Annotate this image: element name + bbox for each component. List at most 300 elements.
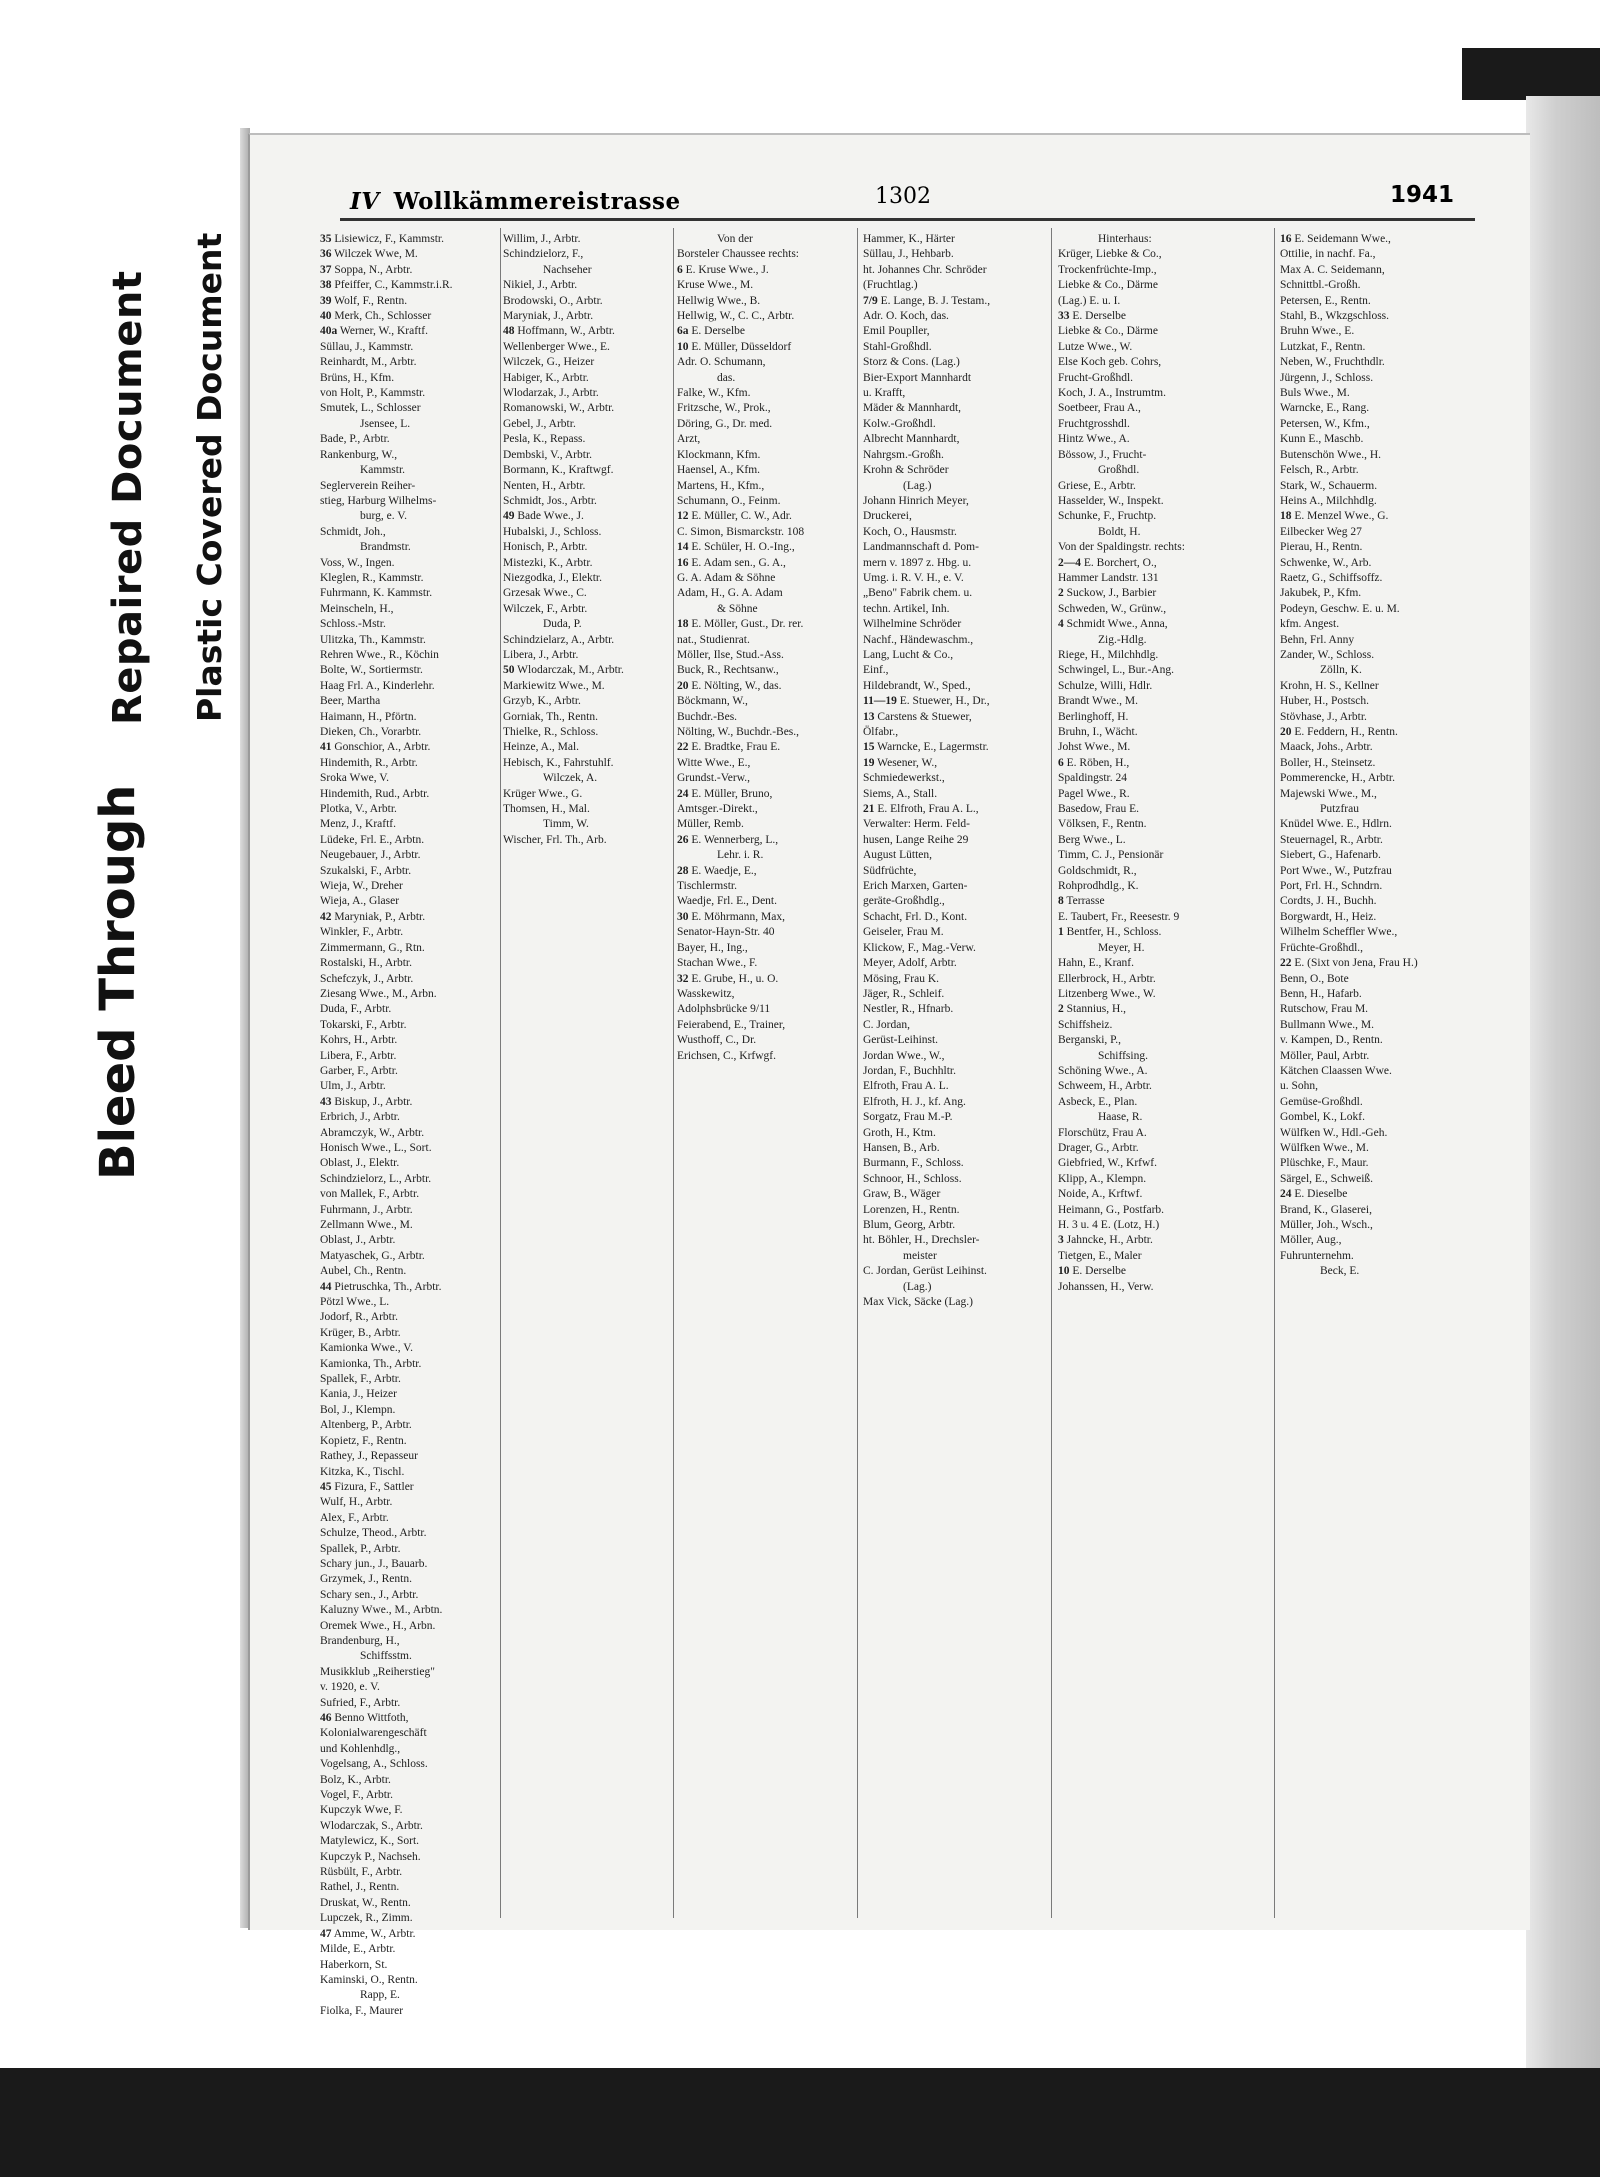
directory-entry: 16 E. Seidemann Wwe., [1280, 233, 1391, 245]
directory-entry: Lang, Lucht & Co., [863, 648, 954, 661]
directory-entry: Rohprodhdlg., K. [1058, 880, 1139, 893]
directory-entry: Hindemith, Rud., Arbtr. [320, 787, 430, 800]
directory-entry: Kunn E., Maschb. [1280, 433, 1364, 446]
directory-entry: Wlodarzak, J., Arbtr. [503, 387, 599, 400]
directory-entry: Schwingel, L., Bur.-Ang. [1058, 664, 1174, 677]
directory-entry: Benn, H., Hafarb. [1280, 987, 1362, 1000]
directory-entry: Boldt, H. [1098, 525, 1141, 538]
directory-entry: 43 Biskup, J., Arbtr. [320, 1095, 413, 1108]
directory-entry: Thielke, R., Schloss. [503, 726, 599, 738]
directory-entry: Gebel, J., Arbtr. [503, 417, 576, 430]
directory-entry: 18 E. Menzel Wwe., G. [1280, 510, 1389, 523]
directory-entry: Haimann, H., Pförtn. [320, 710, 417, 723]
directory-entry: burg, e. V. [360, 510, 407, 523]
directory-entry: Haberkorn, St. [320, 1958, 388, 1971]
directory-entry: und Kohlenhdlg., [320, 1742, 401, 1755]
directory-entry: Kätchen Claassen Wwe. [1280, 1064, 1392, 1077]
directory-entry: Brandenburg, H., [320, 1634, 400, 1647]
directory-entry: Siebert, G., Hafenarb. [1280, 849, 1381, 862]
directory-entry: Brüns, H., Kfm. [320, 371, 395, 384]
directory-entry: Schmidt, Joh., [320, 525, 386, 538]
directory-entry: Grzesak Wwe., C. [503, 587, 587, 600]
directory-entry: 24 E. Dieselbe [1280, 1188, 1348, 1201]
directory-entry: Hinterhaus: [1098, 233, 1152, 245]
directory-entry: Lüdeke, Frl. E., Arbtn. [320, 833, 425, 846]
directory-entry: Schnittbl.-Großh. [1280, 279, 1361, 292]
directory-entry: Nachseher [543, 263, 592, 276]
directory-entry: „Beno" Fabrik chem. u. [863, 587, 973, 600]
directory-entry: Hindemith, R., Arbtr. [320, 756, 418, 769]
directory-entry: Jakubek, P., Kfm. [1280, 587, 1362, 600]
directory-entry: Thomsen, H., Mal. [503, 803, 590, 816]
directory-entry: Maack, Johs., Arbtr. [1280, 741, 1373, 754]
directory-entry: Dembski, V., Arbtr. [503, 448, 593, 461]
directory-entry: Schacht, Frl. D., Kont. [863, 910, 968, 923]
directory-entry: Senator-Hayn-Str. 40 [677, 926, 775, 939]
column-separator [1051, 228, 1052, 1918]
directory-entry: Rathey, J., Repasseur [320, 1450, 418, 1463]
directory-entry: Liebke & Co., Därme [1058, 325, 1158, 338]
column-separator [673, 228, 674, 1918]
directory-entry: Duda, F., Arbtr. [320, 1003, 392, 1016]
directory-entry: Hildebrandt, W., Sped., [863, 679, 971, 692]
directory-entry: v. 1920, e. V. [320, 1681, 380, 1694]
directory-entry: Albrecht Mannhardt, [863, 433, 960, 446]
directory-entry: & Söhne [717, 602, 758, 615]
directory-entry: Haag Frl. A., Kinderlehr. [320, 679, 435, 692]
directory-entry: geräte-Großhdlg., [863, 895, 945, 908]
directory-entry: Niezgodka, J., Elektr. [503, 571, 603, 584]
directory-entry: Großhdl. [1098, 464, 1140, 477]
directory-entry: 14 E. Schüler, H. O.-Ing., [677, 541, 795, 554]
directory-entry: Müller, Joh., Wsch., [1280, 1219, 1373, 1231]
directory-entry: C. Simon, Bismarckstr. 108 [677, 525, 805, 538]
directory-entry: Timm, W. [543, 818, 589, 831]
directory-entry: Feierabend, E., Trainer, [677, 1018, 786, 1031]
directory-entry: Bruhn Wwe., E. [1280, 325, 1355, 338]
directory-entry: Adolphsbrücke 9/11 [677, 1003, 771, 1016]
directory-entry: Stövhase, J., Arbtr. [1280, 710, 1367, 723]
directory-entry: Aubel, Ch., Rentn. [320, 1265, 407, 1278]
directory-entry: Hahn, E., Kranf. [1058, 957, 1135, 970]
directory-entry: Krohn & Schröder [863, 464, 949, 477]
directory-entry: Stachan Wwe., F. [677, 957, 758, 970]
directory-entry: von Holt, P., Kammstr. [320, 387, 426, 400]
directory-entry: Brodowski, O., Arbtr. [503, 294, 603, 307]
directory-entry: 21 E. Elfroth, Frau A. L., [863, 803, 979, 816]
directory-entry: Elfroth, Frau A. L. [863, 1080, 949, 1093]
directory-entry: Fuhrmann, K. Kammstr. [320, 587, 433, 600]
directory-entry: Berg Wwe., L. [1058, 833, 1126, 846]
directory-entry: 11—19 E. Stuewer, H., Dr., [863, 695, 990, 708]
directory-entry: Umg. i. R. V. H., e. V. [863, 571, 964, 584]
directory-entry: Max Vick, Säcke (Lag.) [863, 1296, 973, 1309]
column-separator [500, 228, 501, 1918]
directory-entry: 44 Pietruschka, Th., Arbtr. [320, 1280, 442, 1293]
directory-entry: 20 E. Feddern, H., Rentn. [1280, 726, 1398, 738]
directory-entry: Schary sen., J., Arbtr. [320, 1588, 419, 1601]
directory-entry: Berganski, P., [1058, 1034, 1122, 1047]
directory-entry: Krüger, Liebke & Co., [1058, 248, 1162, 261]
directory-entry: Rostalski, H., Arbtr. [320, 957, 413, 970]
directory-entry: Behn, Frl. Anny [1280, 633, 1355, 646]
directory-entry: Knüdel Wwe. E., Hdlrn. [1280, 818, 1392, 831]
directory-entry: Schmidt, Jos., Arbtr. [503, 494, 597, 507]
directory-entry: Mösing, Frau K. [863, 972, 940, 985]
directory-entry: Martens, H., Kfm., [677, 479, 765, 492]
directory-entry: Schefczyk, J., Arbtr. [320, 972, 414, 985]
directory-entry: E. Taubert, Fr., Reesestr. 9 [1058, 910, 1180, 923]
directory-entry: August Lütten, [863, 849, 932, 862]
directory-entry: Erich Marxen, Garten- [863, 880, 968, 893]
directory-entry: Meinscheln, H., [320, 602, 394, 615]
directory-entry: Steuernagel, R., Arbtr. [1280, 833, 1383, 846]
directory-entry: 2 Stannius, H., [1058, 1003, 1127, 1016]
directory-entry: Jodorf, R., Arbtr. [320, 1311, 398, 1324]
directory-entry: Jsensee, L. [360, 417, 411, 430]
directory-entry: Seglerverein Reiher- [320, 479, 416, 492]
directory-entry: Rüsbült, F., Arbtr. [320, 1866, 403, 1879]
directory-entry: stieg, Harburg Wilhelms- [320, 494, 437, 507]
directory-entry: Hubalski, J., Schloss. [503, 525, 602, 538]
directory-entry: Bier-Export Mannhardt [863, 371, 972, 384]
directory-entry: Früchte-Großhdl., [1280, 941, 1364, 954]
directory-entry: 46 Benno Wittfoth, [320, 1712, 409, 1724]
directory-entry: Habiger, K., Arbtr. [503, 371, 589, 384]
header-street-name: Wollkämmereistrasse [393, 188, 681, 215]
year: 1941 [1390, 182, 1455, 208]
header-section: IV [350, 188, 380, 215]
directory-entry: Kammstr. [360, 464, 406, 477]
directory-entry: Schindzielarz, A., Arbtr. [503, 633, 615, 646]
directory-entry: (Fruchtlag.) [863, 279, 918, 292]
directory-entry: 13 Carstens & Stuewer, [863, 710, 972, 723]
directory-entry: Zander, W., Schloss. [1280, 648, 1375, 661]
directory-entry: Spallek, P., Arbtr. [320, 1542, 401, 1555]
directory-entry: Plüschke, F., Maur. [1280, 1157, 1369, 1170]
directory-entry: Nölting, W., Buchdr.-Bes., [677, 726, 800, 738]
directory-entry: Borsteler Chaussee rechts: [677, 248, 799, 261]
directory-entry: 30 E. Möhrmann, Max, [677, 910, 785, 923]
directory-entry: Brand, K., Glaserei, [1280, 1203, 1372, 1216]
directory-entry: Wilczek, A. [543, 772, 598, 785]
plastic-covered-label: Plastic Covered Document [190, 232, 229, 722]
directory-entry: 39 Wolf, F., Rentn. [320, 294, 408, 307]
directory-entry: Spallek, F., Arbtr. [320, 1373, 401, 1386]
page-number: 1302 [875, 184, 931, 209]
directory-entry: Voss, W., Ingen. [320, 556, 395, 569]
directory-entry: Frucht-Großhdl. [1058, 371, 1134, 384]
directory-column-5 [1058, 232, 1268, 1295]
directory-entry: Schiffsing. [1098, 1049, 1148, 1062]
directory-entry: Kamionka Wwe., V. [320, 1342, 413, 1355]
directory-entry: 22 E. (Sixt von Jena, Frau H.) [1280, 957, 1418, 970]
directory-entry: von Mallek, F., Arbtr. [320, 1188, 420, 1201]
directory-entry: Wasskewitz, [677, 987, 735, 1000]
directory-entry: Garber, F., Arbtr. [320, 1064, 398, 1077]
directory-entry: Beck, E. [1320, 1265, 1360, 1278]
directory-entry: Bol, J., Klempn. [320, 1403, 396, 1416]
directory-entry: Kolw.-Großhdl. [863, 417, 936, 430]
bleed-through-label: Bleed Through [90, 784, 146, 1180]
directory-entry: 15 Warncke, E., Lagermstr. [863, 741, 989, 754]
directory-entry: Druckerei, [863, 510, 912, 523]
directory-entry: 45 Fizura, F., Sattler [320, 1480, 414, 1493]
directory-entry: 6a E. Derselbe [677, 325, 746, 338]
directory-entry: Eilbecker Weg 27 [1280, 525, 1362, 538]
directory-entry: Neben, W., Fruchthdlr. [1280, 356, 1385, 369]
directory-entry: Ulm, J., Arbtr. [320, 1080, 386, 1093]
directory-entry: Libera, F., Arbtr. [320, 1049, 397, 1062]
directory-entry: Amtsger.-Direkt., [677, 803, 758, 816]
directory-entry: Oblast, J., Elektr. [320, 1157, 400, 1170]
directory-entry: Zellmann Wwe., M. [320, 1219, 413, 1231]
directory-entry: 49 Bade Wwe., J. [503, 510, 584, 523]
directory-entry: 22 E. Bradtke, Frau E. [677, 741, 781, 754]
directory-entry: 32 E. Grube, H., u. O. [677, 972, 779, 985]
directory-entry: Hammer, K., Härter [863, 233, 955, 245]
directory-entry: Adr. O. Schumann, [677, 356, 766, 369]
directory-entry: Johann Hinrich Meyer, [863, 494, 969, 507]
directory-entry: Druskat, W., Rentn. [320, 1896, 411, 1909]
directory-entry: Nahrgsm.-Großh. [863, 448, 944, 461]
directory-entry: 18 E. Möller, Gust., Dr. rer. [677, 618, 804, 631]
directory-entry: Ölfabr., [863, 726, 899, 738]
directory-entry: Wülfken Wwe., M. [1280, 1141, 1369, 1154]
directory-entry: Zölln, K. [1320, 664, 1362, 677]
directory-entry: Maryniak, J., Arbtr. [503, 310, 594, 323]
directory-entry: Rathel, J., Rentn. [320, 1881, 400, 1894]
directory-entry: Schwenke, W., Arb. [1280, 556, 1372, 569]
directory-entry: Bade, P., Arbtr. [320, 433, 390, 446]
directory-entry: Warncke, E., Rang. [1280, 402, 1370, 415]
directory-entry: Plotka, V., Arbtr. [320, 803, 397, 816]
directory-entry: Stark, W., Schauerm. [1280, 479, 1378, 492]
directory-entry: Gombel, K., Lokf. [1280, 1111, 1365, 1124]
directory-entry: (Lag.) E. u. I. [1058, 294, 1121, 307]
directory-entry: Grzymek, J., Rentn. [320, 1573, 412, 1586]
directory-entry: Huber, H., Postsch. [1280, 695, 1369, 708]
directory-entry: Waedje, Frl. E., Dent. [677, 895, 777, 908]
directory-entry: Liebke & Co., Därme [1058, 279, 1158, 292]
directory-entry: G. A. Adam & Söhne [677, 571, 776, 584]
directory-entry: Wilhelmine Schröder [863, 618, 962, 631]
directory-entry: Völksen, F., Rentn. [1058, 818, 1147, 831]
directory-entry: Hellwig, W., C. C., Arbtr. [677, 310, 795, 323]
directory-entry: Raetz, G., Schiffsoffz. [1280, 571, 1383, 584]
directory-entry: Wischer, Frl. Th., Arb. [503, 833, 607, 846]
directory-entry: Rutschow, Frau M. [1280, 1003, 1369, 1016]
directory-entry: Falke, W., Kfm. [677, 387, 751, 400]
directory-entry: 48 Hoffmann, W., Arbtr. [503, 325, 615, 338]
directory-entry: Geiseler, Frau M. [863, 926, 944, 939]
directory-entry: Brandmstr. [360, 541, 411, 554]
directory-entry: Libera, J., Arbtr. [503, 648, 579, 661]
directory-entry: Lehr. i. R. [717, 849, 764, 862]
directory-entry: Kolonialwarengeschäft [320, 1727, 427, 1740]
directory-entry: 6 E. Röben, H., [1058, 756, 1130, 769]
directory-entry: Schulze, Theod., Arbtr. [320, 1527, 427, 1540]
directory-column-3 [677, 232, 851, 1064]
directory-entry: Nenten, H., Arbtr. [503, 479, 586, 492]
directory-entry: Schmiedewerkst., [863, 772, 945, 785]
directory-entry: C. Jordan, [863, 1018, 910, 1031]
directory-entry: Smutek, L., Schlosser [320, 402, 421, 415]
directory-entry: Lorenzen, H., Rentn. [863, 1203, 960, 1216]
directory-entry: Wlodarczak, S., Arbtr. [320, 1819, 423, 1832]
directory-entry: Adam, H., G. A. Adam [677, 587, 783, 600]
directory-entry: Fritzsche, W., Prok., [677, 402, 771, 415]
directory-entry: ht. Johannes Chr. Schröder [863, 263, 987, 276]
directory-entry: Stahl, B., Wkzgschloss. [1280, 310, 1390, 323]
directory-entry: Kamionka, Th., Arbtr. [320, 1357, 422, 1370]
directory-entry: 19 Wesener, W., [863, 756, 938, 769]
directory-entry: Lupczek, R., Zimm. [320, 1912, 413, 1925]
directory-entry: Emil Poupller, [863, 325, 930, 338]
directory-column-1 [320, 232, 498, 2019]
directory-entry: Klipp, A., Klempn. [1058, 1172, 1147, 1185]
directory-entry: Timm, C. J., Pensionär [1058, 849, 1164, 862]
directory-entry: Von der [717, 233, 753, 245]
directory-entry: Landmannschaft d. Pom- [863, 541, 979, 554]
directory-entry: Hammer Landstr. 131 [1058, 571, 1159, 584]
directory-entry: Zig.-Hdlg. [1098, 633, 1147, 646]
directory-entry: Pierau, H., Rentn. [1280, 541, 1363, 554]
directory-entry: Kaluzny Wwe., M., Arbtn. [320, 1604, 443, 1617]
directory-entry: Kruse Wwe., M. [677, 279, 754, 292]
directory-entry: Erbrich, J., Arbtr. [320, 1111, 400, 1124]
directory-entry: Wellenberger Wwe., E. [503, 340, 610, 353]
directory-entry: Sroka Wwe, V. [320, 772, 389, 785]
directory-entry: Rehren Wwe., R., Köchin [320, 648, 439, 661]
directory-entry: 10 E. Derselbe [1058, 1265, 1127, 1278]
directory-entry: Duda, P. [543, 618, 582, 631]
directory-entry: Arzt, [677, 433, 701, 446]
directory-entry: Riege, H., Milchhdlg. [1058, 648, 1159, 661]
directory-entry: Petersen, E., Rentn. [1280, 294, 1371, 307]
directory-entry: Jordan Wwe., W., [863, 1049, 945, 1062]
directory-entry: Alex, F., Arbtr. [320, 1511, 389, 1524]
directory-entry: Grzyb, K., Arbtr. [503, 695, 581, 708]
directory-entry: Podeyn, Geschw. E. u. M. [1280, 602, 1400, 615]
directory-entry: Heinze, A., Mal. [503, 741, 580, 754]
directory-entry: Putzfrau [1320, 803, 1359, 816]
directory-entry: Ottilie, in nachf. Fa., [1280, 248, 1376, 261]
directory-entry: Schindzielorz, F., [503, 248, 584, 261]
directory-entry: Tischlermstr. [677, 880, 737, 893]
directory-entry: Schnoor, H., Schloss. [863, 1172, 962, 1185]
directory-entry: Matyaschek, G., Arbtr. [320, 1249, 425, 1262]
scan-dark-strip-top [1462, 48, 1600, 100]
directory-entry: Haase, R. [1098, 1111, 1143, 1124]
directory-entry: Ellerbrock, H., Arbtr. [1058, 972, 1156, 985]
directory-entry: (Lag.) [903, 479, 932, 492]
directory-entry: Jordan, F., Buchhltr. [863, 1064, 956, 1077]
directory-entry: Oremek Wwe., H., Arbn. [320, 1619, 436, 1632]
directory-entry: 12 E. Müller, C. W., Adr. [677, 510, 792, 523]
directory-entry: Schunke, F., Fruchtp. [1058, 510, 1157, 523]
directory-entry: Buls Wwe., M. [1280, 387, 1350, 400]
directory-entry: 37 Soppa, N., Arbtr. [320, 263, 413, 276]
directory-entry: Wilhelm Scheffler Wwe., [1280, 926, 1398, 939]
directory-entry: Wilczek, F., Arbtr. [503, 602, 588, 615]
directory-entry: Nestler, R., Hfnarb. [863, 1003, 954, 1016]
directory-entry: Kleglen, R., Kammstr. [320, 571, 424, 584]
directory-entry: Jäger, R., Schleif. [863, 987, 945, 1000]
directory-entry: Lutzkat, F., Rentn. [1280, 340, 1366, 353]
directory-entry: Burmann, F., Schloss. [863, 1157, 964, 1170]
directory-entry: Kupczyk Wwe, F. [320, 1804, 403, 1817]
directory-entry: Sufried, F., Arbtr. [320, 1696, 401, 1709]
directory-entry: Storz & Cons. (Lag.) [863, 356, 960, 369]
directory-entry: Schumann, O., Feinm. [677, 494, 781, 507]
directory-entry: Brandt Wwe., M. [1058, 695, 1138, 708]
directory-entry: Meyer, Adolf, Arbtr. [863, 957, 957, 970]
directory-entry: Giebfried, W., Krfwf. [1058, 1157, 1158, 1170]
directory-entry: Milde, E., Arbtr. [320, 1943, 396, 1956]
directory-entry: Honisch Wwe., L., Sort. [320, 1141, 432, 1154]
directory-entry: Willim, J., Arbtr. [503, 233, 581, 245]
directory-entry: Mäder & Mannhardt, [863, 402, 962, 415]
directory-entry: Goldschmidt, R., [1058, 864, 1137, 877]
directory-entry: Port, Frl. H., Schndrn. [1280, 880, 1383, 893]
directory-entry: das. [717, 371, 736, 384]
directory-entry: Bolte, W., Sortiermstr. [320, 664, 423, 677]
directory-entry: 26 E. Wennerberg, L., [677, 833, 779, 846]
directory-entry: C. Jordan, Gerüst Leihinst. [863, 1265, 987, 1278]
directory-entry: Trockenfrüchte-Imp., [1058, 263, 1157, 276]
directory-entry: Schiffsstm. [360, 1650, 412, 1663]
directory-entry: Wusthoff, C., Dr. [677, 1034, 757, 1047]
directory-entry: Süllau, J., Hehbarb. [863, 248, 954, 261]
directory-entry: Honisch, P., Arbtr. [503, 541, 588, 554]
directory-entry: Haensel, A., Kfm. [677, 464, 761, 477]
directory-entry: Döring, G., Dr. med. [677, 417, 773, 430]
directory-entry: Wieja, A., Glaser [320, 895, 400, 908]
directory-entry: 40a Werner, W., Kraftf. [320, 325, 428, 338]
directory-entry: Ziesang Wwe., M., Arbn. [320, 987, 437, 1000]
directory-entry: Vogel, F., Arbtr. [320, 1789, 393, 1802]
directory-entry: Klickow, F., Mag.-Verw. [863, 941, 976, 954]
directory-entry: Grundst.-Verw., [677, 772, 751, 785]
directory-entry: Graw, B., Wäger [863, 1188, 941, 1201]
directory-entry: Drager, G., Arbtr. [1058, 1141, 1139, 1154]
directory-entry: u. Sohn, [1280, 1080, 1319, 1093]
directory-entry: Bayer, H., Ing., [677, 941, 748, 954]
directory-entry: Pötzl Wwe., L. [320, 1296, 390, 1309]
directory-entry: Kohrs, H., Arbtr. [320, 1034, 398, 1047]
directory-entry: Borgwardt, H., Heiz. [1280, 910, 1377, 923]
directory-entry: Gorniak, Th., Rentn. [503, 710, 598, 723]
directory-entry: Nachf., Händewaschm., [863, 633, 974, 646]
directory-entry: Butenschön Wwe., H. [1280, 448, 1382, 461]
directory-entry: 35 Lisiewicz, F., Kammstr. [320, 233, 444, 245]
directory-entry: Heimann, G., Postfarb. [1058, 1203, 1165, 1216]
directory-entry: Petersen, W., Kfm., [1280, 417, 1370, 430]
directory-entry: Dieken, Ch., Vorarbtr. [320, 726, 422, 738]
directory-entry: Kaminski, O., Rentn. [320, 1973, 418, 1986]
directory-entry: Noide, A., Krftwf. [1058, 1188, 1143, 1201]
directory-entry: Johanssen, H., Verw. [1058, 1280, 1154, 1293]
directory-entry: Beer, Martha [320, 695, 381, 708]
directory-entry: Cordts, J. H., Buchh. [1280, 895, 1377, 908]
directory-entry: Bormann, K., Kraftwgf. [503, 464, 614, 477]
directory-entry: Möller, Paul, Arbtr. [1280, 1049, 1370, 1062]
directory-entry: Groth, H., Ktm. [863, 1126, 936, 1139]
directory-entry: Schweden, W., Grünw., [1058, 602, 1167, 615]
directory-entry: Einf., [863, 664, 889, 677]
directory-entry: 28 E. Waedje, E., [677, 864, 757, 877]
